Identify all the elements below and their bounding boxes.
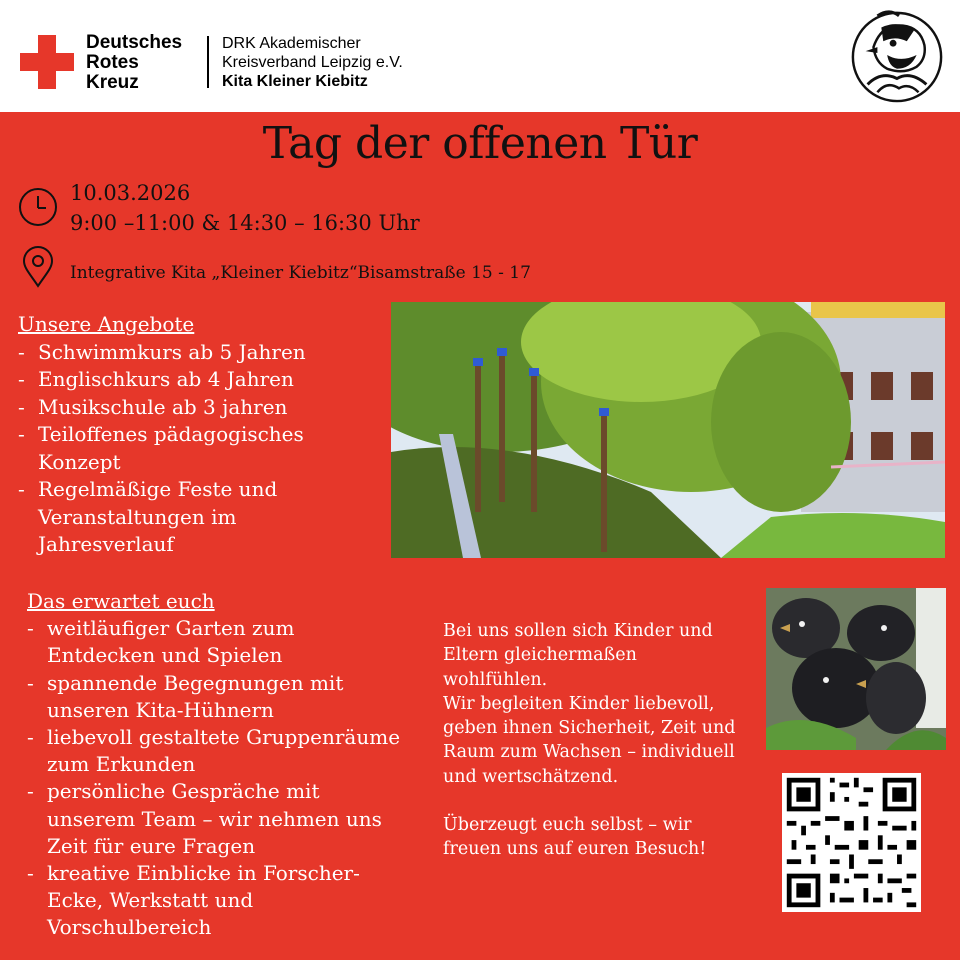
expect-section: [27, 588, 407, 942]
list-item: - Schwimmkurs ab 5 Jahren: [18, 339, 306, 364]
list-item: - Regelmäßige Feste und Veranstaltungen im Jahresverlauf: [18, 477, 278, 556]
offers-heading: Unsere Angebote: [18, 312, 195, 336]
garden-photo: [391, 302, 945, 558]
drk-wordmark: Deutsches Rotes Kreuz: [86, 32, 183, 93]
chicks-photo: [766, 588, 946, 750]
list-item: - kreative Einblicke in Forscher-Ecke, Werkstatt und Vorschulbereich: [27, 861, 360, 940]
event-datetime: [70, 178, 420, 238]
list-item: - weitläufiger Garten zum Entdecken und Spielen: [27, 616, 295, 668]
qr-code[interactable]: [782, 773, 921, 912]
list-item: - Teiloffenes pädagogisches Konzept: [18, 422, 304, 474]
event-address: Integrative Kita „Kleiner Kiebitz“Bisamstraße 15 - 17: [70, 263, 531, 283]
lapwing-bird-icon: [848, 6, 946, 104]
event-title: Tag der offenen Tür: [262, 118, 698, 169]
clock-icon: [18, 187, 58, 227]
event-date: 10.03.2026: [70, 181, 191, 205]
list-item: - persönliche Gespräche mit unserem Team – wir nehmen uns Zeit für eure Fragen: [27, 779, 382, 858]
list-item: - liebevoll gestaltete Gruppenräume zum Erkunden: [27, 725, 401, 777]
list-item: - Englischkurs ab 4 Jahren: [18, 367, 294, 391]
expect-heading: Das erwartet euch: [27, 589, 215, 613]
organization-name: DRK Akademischer Kreisverband Leipzig e.V. Kita Kleiner Kiebitz: [222, 35, 403, 90]
map-pin-icon: [22, 246, 54, 288]
list-item: - spannende Begegnungen mit unseren Kita-Hühnern: [27, 670, 344, 722]
offers-section: [18, 311, 378, 559]
header-divider: [207, 36, 209, 88]
red-cross-icon: [20, 35, 74, 89]
header-bar: [0, 0, 960, 112]
welcome-text: Bei uns sollen sich Kinder und Eltern gleichermaßen wohlfühlen. Wir begleiten Kinder liebevoll, geben ihnen Sicherheit, Zeit und Raum zum Wachsen – individuell und wertschätzend. Überzeugt euch selbst – wir freuen uns auf euren Besuch!: [443, 621, 736, 860]
list-item: - Musikschule ab 3 jahren: [18, 394, 288, 419]
event-time: 9:00 –11:00 & 14:30 – 16:30 Uhr: [70, 211, 420, 235]
